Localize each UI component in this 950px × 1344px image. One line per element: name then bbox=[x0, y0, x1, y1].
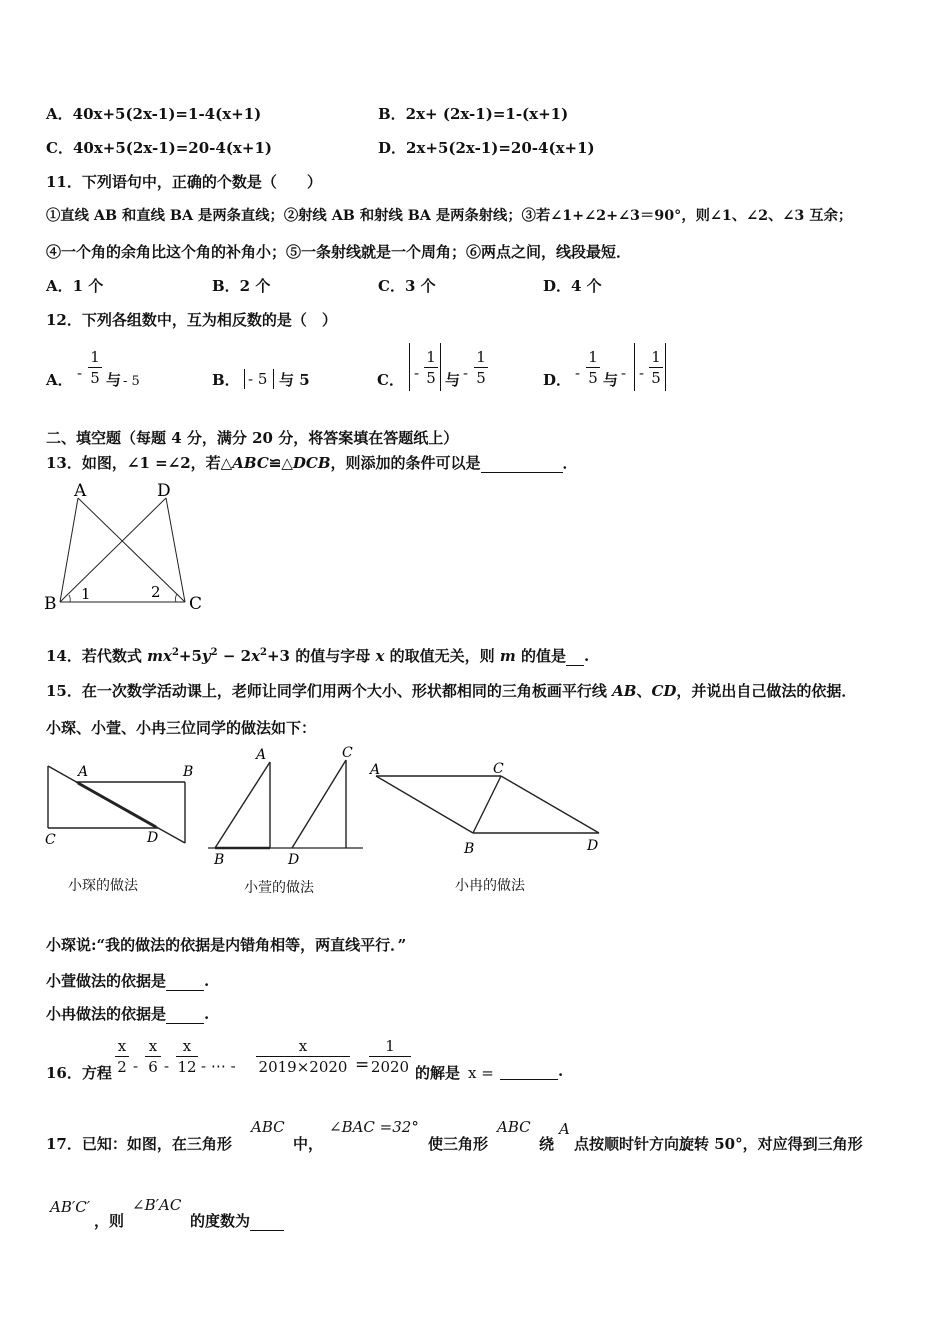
q15-fig3-d: D bbox=[587, 838, 599, 854]
q12-a-den: 5 bbox=[90, 369, 100, 387]
q17-mid3: 绕 bbox=[539, 1135, 555, 1153]
q16-equals: = bbox=[355, 1055, 370, 1075]
q14-var-m: m bbox=[147, 647, 163, 665]
q17-mid5: ，则 bbox=[94, 1212, 125, 1230]
q17-answer-blank[interactable] bbox=[250, 1216, 284, 1231]
q16-frac2-den: 6 bbox=[148, 1058, 158, 1076]
q12-a-value: - 5 bbox=[123, 374, 140, 389]
q16-frac4-num: x bbox=[298, 1037, 308, 1055]
q16-ellipsis: - ⋯ - bbox=[201, 1057, 236, 1075]
q16-suffix: 的解是 bbox=[415, 1064, 461, 1082]
q15-figure-xiaochen bbox=[40, 752, 200, 852]
q15-fig2-c: C bbox=[342, 745, 353, 761]
q11-option-c: C．3 个 bbox=[378, 277, 436, 295]
q12-d-num2: 1 bbox=[651, 348, 661, 366]
q12-c-fraction2 bbox=[474, 348, 488, 387]
q12-c-num: 1 bbox=[426, 348, 436, 366]
q17-prefix: 17．已知：如图，在三角形 bbox=[46, 1135, 232, 1153]
q15-fig1-a: A bbox=[78, 764, 89, 780]
q15-fig1-d: D bbox=[147, 830, 159, 846]
q12-a-num: 1 bbox=[90, 348, 100, 366]
q17-angle2: ∠B′AC bbox=[132, 1196, 182, 1214]
q12-c-and: 与 bbox=[445, 371, 461, 389]
q15-fig2-b: B bbox=[214, 852, 225, 867]
q11-statements-line2: ④一个角的余角比这个角的补角小；⑤一条射线就是一个周角；⑥两点之间，线段最短． bbox=[46, 243, 632, 261]
q12-c-den: 5 bbox=[426, 369, 436, 387]
q16-rhs-num: 1 bbox=[385, 1037, 395, 1055]
q16-frac1-den: 2 bbox=[117, 1058, 127, 1076]
q14-part6: 的值是 bbox=[515, 647, 566, 665]
q13-label-2: 2 bbox=[151, 583, 161, 601]
q14-answer-blank[interactable] bbox=[566, 651, 584, 666]
q12-stem: 12．下列各组数中，互为相反数的是（ ） bbox=[46, 311, 337, 329]
q17-mid2: 使三角形 bbox=[428, 1135, 489, 1153]
q12-c-num2: 1 bbox=[476, 348, 486, 366]
q14-var-m2: m bbox=[499, 647, 516, 665]
q15-fig2-a: A bbox=[256, 747, 267, 763]
q12-c-fraction bbox=[424, 348, 438, 387]
q17-suffix bbox=[190, 1210, 284, 1231]
q15-fig2-d: D bbox=[288, 852, 300, 867]
q16-minus2: - bbox=[164, 1057, 170, 1075]
q17-angle: ∠BAC =32° bbox=[329, 1118, 419, 1136]
q12-b-abs-value: - 5 bbox=[248, 370, 268, 388]
q14-part1: 14．若代数式 bbox=[46, 647, 148, 665]
q15-fig1-b: B bbox=[183, 764, 194, 780]
q15-stem bbox=[46, 680, 856, 701]
q11-statements-line1: ①直线 AB 和直线 BA 是两条直线；②射线 AB 和射线 BA 是两条射线；③若∠1+∠2+∠3＝90°，则∠1、∠2、∠3 互余； bbox=[46, 208, 853, 224]
q17-suffix-text: 的度数为 bbox=[190, 1212, 251, 1230]
q17-point-a: A bbox=[559, 1120, 570, 1138]
q12-option-c-label: C． bbox=[377, 371, 404, 389]
q15-stem-end: ，并说出自己做法的依据． bbox=[676, 682, 857, 700]
q10-option-a: A．40x+5(2x-1)=1-4(x+1) bbox=[46, 105, 262, 123]
q16-frac3-num: x bbox=[182, 1037, 192, 1055]
q15-caption-xiaoxuan: 小萱的做法 bbox=[244, 880, 314, 896]
q11-option-b: B．2 个 bbox=[212, 277, 271, 295]
q14-var-x2: x bbox=[251, 647, 261, 665]
q15-xiaoran-text: 小冉做法的依据是 bbox=[46, 1005, 167, 1023]
q14-end: . bbox=[583, 647, 590, 665]
q15-xiaoran-dot: . bbox=[204, 1005, 210, 1023]
q12-d-minus2: - bbox=[621, 364, 627, 382]
q12-option-a-label: A． bbox=[46, 371, 73, 389]
q11-option-d: D．4 个 bbox=[543, 277, 602, 295]
q15-figure-xiaoran bbox=[366, 756, 611, 861]
q12-b-and: 与 5 bbox=[279, 371, 310, 389]
q13-label-d: D bbox=[157, 481, 171, 501]
q12-c-minus2: - bbox=[463, 364, 469, 382]
q15-fig3-a: A bbox=[370, 762, 381, 778]
q13-suffix: ，则添加的条件可以是 bbox=[330, 454, 481, 472]
q15-caption-xiaoran: 小冉的做法 bbox=[455, 878, 525, 894]
q15-caption-xiaochen: 小琛的做法 bbox=[68, 878, 138, 894]
q15-xiaoran-blank[interactable] bbox=[166, 1009, 204, 1024]
q15-sep: 、 bbox=[636, 682, 652, 700]
q15-stem-text: 15．在一次数学活动课上，老师让同学们用两个大小、形状都相同的三角板画平行线 bbox=[46, 682, 613, 700]
q12-d-minus3: - bbox=[639, 364, 645, 382]
q15-figure-xiaoxuan bbox=[203, 742, 368, 867]
q11-option-a: A．1 个 bbox=[46, 277, 104, 295]
q13-dcb: DCB bbox=[292, 454, 331, 472]
q12-d-fraction bbox=[586, 348, 600, 387]
q15-xiaoxuan-text: 小萱做法的依据是 bbox=[46, 972, 167, 990]
q13-end: ． bbox=[562, 454, 578, 472]
q17-abpcp: AB′C′ bbox=[50, 1198, 91, 1216]
q12-a-fraction bbox=[88, 348, 102, 387]
q15-ab: AB bbox=[612, 682, 637, 700]
q17-mid1: 中， bbox=[293, 1135, 324, 1153]
q12-d-den: 5 bbox=[588, 369, 598, 387]
q13-prefix: 13．如图，∠1 =∠2，若△ bbox=[46, 454, 233, 472]
q14-sq3: 2 bbox=[260, 647, 267, 658]
q16-frac4-den: 2019×2020 bbox=[258, 1058, 348, 1076]
q12-d-den2: 5 bbox=[651, 369, 661, 387]
q16-minus1: - bbox=[133, 1057, 139, 1075]
q16-rhs-frac bbox=[369, 1037, 411, 1076]
q14-var-x3: x bbox=[375, 647, 385, 665]
section-heading: 二、填空题（每题 4 分，满分 20 分，将答案填在答题纸上） bbox=[46, 429, 459, 447]
q15-xiaoran-basis bbox=[46, 1003, 209, 1024]
q12-d-and: 与 bbox=[603, 371, 619, 389]
q16-frac2 bbox=[145, 1037, 161, 1076]
q12-a-minus: - bbox=[77, 364, 83, 382]
q10-option-c: C．40x+5(2x-1)=20-4(x+1) bbox=[46, 139, 272, 157]
q12-d-fraction2 bbox=[649, 348, 663, 387]
q13-label-1: 1 bbox=[81, 585, 91, 603]
q15-fig3-b: B bbox=[464, 841, 475, 857]
q16-answer bbox=[500, 1062, 563, 1080]
q14-part4: +3 的值与字母 bbox=[266, 647, 376, 665]
q12-a-and: 与 bbox=[106, 371, 122, 389]
q15-xiaochen-says: 小琛说:“我的做法的依据是内错角相等，两直线平行．” bbox=[46, 936, 407, 954]
q17-mid4: 点按顺时针方向旋转 50°，对应得到三角形 bbox=[574, 1135, 863, 1153]
q13-answer-blank[interactable] bbox=[481, 458, 563, 473]
q13-abc: ABC bbox=[232, 454, 269, 472]
q15-line2: 小琛、小萱、小冉三位同学的做法如下： bbox=[46, 719, 317, 737]
q16-end: . bbox=[558, 1062, 564, 1080]
q13-label-b: B bbox=[44, 594, 57, 614]
q15-fig1-c: C bbox=[45, 832, 56, 848]
q16-frac3-den: 12 bbox=[177, 1058, 197, 1076]
q13-label-a: A bbox=[74, 481, 87, 501]
q10-option-b: B．2x+ (2x-1)=1-(x+1) bbox=[378, 105, 569, 123]
q14-sq2: 2 bbox=[210, 647, 218, 658]
q11-stem: 11．下列语句中，正确的个数是（ ） bbox=[46, 173, 322, 191]
q16-frac3 bbox=[176, 1037, 198, 1076]
q14-sq1: 2 bbox=[171, 647, 179, 658]
q15-xiaoxuan-dot: . bbox=[204, 972, 210, 990]
q17-abc2: ABC bbox=[497, 1118, 531, 1136]
q15-cd: CD bbox=[651, 682, 677, 700]
q12-option-d-label: D． bbox=[543, 371, 572, 389]
q10-option-d: D．2x+5(2x-1)=20-4(x+1) bbox=[378, 139, 595, 157]
q16-x-equals: x = bbox=[468, 1064, 494, 1082]
q14-part3: − 2 bbox=[217, 647, 252, 665]
q16-frac4 bbox=[256, 1037, 350, 1076]
q14-stem bbox=[46, 645, 589, 666]
q13-stem bbox=[46, 452, 578, 473]
q13-label-c: C bbox=[189, 594, 203, 614]
q12-d-num: 1 bbox=[588, 348, 598, 366]
q15-fig3-c: C bbox=[493, 761, 504, 777]
q12-c-den2: 5 bbox=[476, 369, 486, 387]
q15-xiaoxuan-basis bbox=[46, 970, 209, 991]
q12-c-minus: - bbox=[414, 364, 420, 382]
q13-triangle-figure bbox=[40, 478, 210, 618]
q14-var-y: y bbox=[201, 647, 211, 665]
q15-xiaoxuan-blank[interactable] bbox=[166, 976, 204, 991]
q14-part2: +5 bbox=[178, 647, 202, 665]
q14-var-x: x bbox=[162, 647, 172, 665]
q16-prefix: 16．方程 bbox=[46, 1064, 112, 1082]
q17-abc: ABC bbox=[251, 1118, 285, 1136]
q13-cong: ≌△ bbox=[268, 454, 293, 472]
q16-frac1 bbox=[115, 1037, 129, 1076]
q16-frac1-num: x bbox=[117, 1037, 127, 1055]
q16-rhs-den: 2020 bbox=[370, 1058, 410, 1076]
q16-frac2-num: x bbox=[148, 1037, 158, 1055]
q12-option-b-label: B． bbox=[212, 371, 240, 389]
q12-d-minus: - bbox=[575, 364, 581, 382]
q16-answer-blank[interactable] bbox=[500, 1065, 558, 1080]
q14-part5: 的取值无关，则 bbox=[384, 647, 500, 665]
